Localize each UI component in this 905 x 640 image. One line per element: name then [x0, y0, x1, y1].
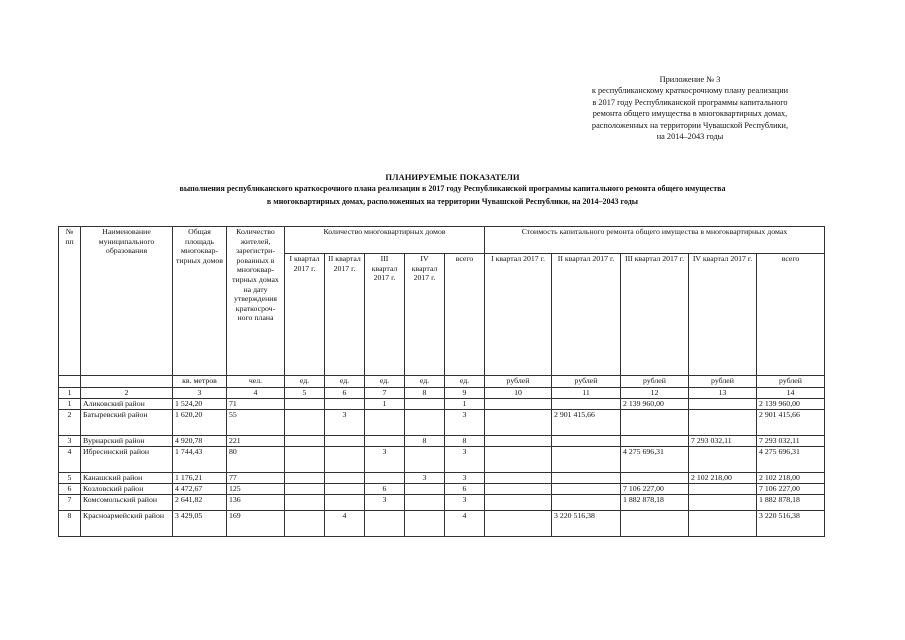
- cell-houses-total: 4: [445, 511, 485, 537]
- unit-cell: ед.: [445, 376, 485, 388]
- unit-cell: ед.: [285, 376, 325, 388]
- cell-district-name: Батыревский район: [81, 410, 173, 436]
- cell-houses-q1: [285, 484, 325, 495]
- cell-houses-q2: 4: [325, 511, 365, 537]
- cell-residents: 136: [227, 495, 285, 511]
- cell-cost-q3: [621, 473, 689, 484]
- unit-cell: рублей: [552, 376, 621, 388]
- column-number-cell: 6: [325, 388, 365, 399]
- cell-houses-total: 3: [445, 473, 485, 484]
- cell-houses-q3: 3: [365, 447, 405, 473]
- cell-houses-q1: [285, 495, 325, 511]
- header-houses-q4: IV квартал 2017 г.: [405, 254, 445, 376]
- document-title: ПЛАНИРУЕМЫЕ ПОКАЗАТЕЛИ: [385, 172, 520, 182]
- cell-houses-q4: [405, 399, 445, 410]
- cell-district-name: Аликовский район: [81, 399, 173, 410]
- header-name: Наименование муниципального образования: [81, 227, 173, 376]
- column-number-cell: 7: [365, 388, 405, 399]
- table-row: [59, 473, 825, 484]
- cell-houses-q3: 6: [365, 484, 405, 495]
- cell-residents: 55: [227, 410, 285, 436]
- cell-houses-total: 3: [445, 447, 485, 473]
- cell-houses-q2: [325, 484, 365, 495]
- units-row: [59, 376, 825, 388]
- cell-cost-q2: 3 220 516,38: [552, 511, 621, 537]
- cell-cost-q3: [621, 410, 689, 436]
- cell-houses-total: 6: [445, 484, 485, 495]
- cell-cost-q4: [689, 511, 757, 537]
- cell-cost-q1: [485, 436, 552, 447]
- cell-area: 4 472,67: [173, 484, 227, 495]
- cell-cost-q4: [689, 399, 757, 410]
- unit-cell: чел.: [227, 376, 285, 388]
- cell-row-number: 7: [59, 495, 81, 511]
- unit-cell: ед.: [365, 376, 405, 388]
- appendix-line: Приложение № 3: [659, 75, 721, 84]
- cell-houses-q4: [405, 447, 445, 473]
- column-number-cell: 10: [485, 388, 552, 399]
- cell-houses-q1: [285, 399, 325, 410]
- cell-cost-q2: [552, 495, 621, 511]
- header-cost-q4: IV квартал 2017 г.: [689, 254, 757, 376]
- cell-residents: 221: [227, 436, 285, 447]
- appendix-line: в 2017 году Республиканской программы капитального: [592, 97, 788, 107]
- cell-houses-q3: [365, 436, 405, 447]
- cell-cost-q2: [552, 399, 621, 410]
- cell-cost-q4: 2 102 218,00: [689, 473, 757, 484]
- cell-houses-total: 8: [445, 436, 485, 447]
- cell-residents: 125: [227, 484, 285, 495]
- cell-row-number: 3: [59, 436, 81, 447]
- cell-cost-total: 2 102 218,00: [757, 473, 825, 484]
- cell-houses-q4: 3: [405, 473, 445, 484]
- unit-cell: ед.: [405, 376, 445, 388]
- header-houses-q2: II квартал 2017 г.: [325, 254, 365, 376]
- cell-houses-q2: [325, 447, 365, 473]
- header-cost-q3: III квартал 2017 г.: [621, 254, 689, 376]
- column-number-cell: 14: [757, 388, 825, 399]
- cell-cost-q1: [485, 484, 552, 495]
- cell-houses-q1: [285, 436, 325, 447]
- cell-houses-q2: [325, 473, 365, 484]
- indicators-table: [58, 226, 825, 537]
- cell-houses-q1: [285, 511, 325, 537]
- cell-cost-q3: 2 139 960,00: [621, 399, 689, 410]
- header-cost-q2: II квартал 2017 г.: [552, 254, 621, 376]
- header-houses-q1: I квартал 2017 г.: [285, 254, 325, 376]
- cell-row-number: 4: [59, 447, 81, 473]
- cell-area: 3 429,05: [173, 511, 227, 537]
- header-cost-q1: I квартал 2017 г.: [485, 254, 552, 376]
- cell-houses-q4: 8: [405, 436, 445, 447]
- cell-houses-q2: [325, 399, 365, 410]
- column-number-cell: 4: [227, 388, 285, 399]
- column-number-cell: 3: [173, 388, 227, 399]
- cell-cost-q3: 4 275 696,31: [621, 447, 689, 473]
- cell-houses-q3: 3: [365, 495, 405, 511]
- header-num: № пп: [59, 227, 81, 376]
- cell-houses-q1: [285, 410, 325, 436]
- table-body: [59, 227, 825, 537]
- cell-district-name: Красноармейский район: [81, 511, 173, 537]
- table-row: [59, 447, 825, 473]
- column-number-cell: 2: [81, 388, 173, 399]
- unit-cell: ед.: [325, 376, 365, 388]
- table-row: [59, 495, 825, 511]
- unit-cell: рублей: [689, 376, 757, 388]
- cell-houses-total: 1: [445, 399, 485, 410]
- cell-row-number: 2: [59, 410, 81, 436]
- cell-houses-q2: 3: [325, 410, 365, 436]
- header-houses-total: всего: [445, 254, 485, 376]
- column-number-cell: 12: [621, 388, 689, 399]
- table-row: [59, 399, 825, 410]
- cell-residents: 77: [227, 473, 285, 484]
- cell-district-name: Комсомольский район: [81, 495, 173, 511]
- cell-cost-q2: [552, 436, 621, 447]
- unit-cell: рублей: [757, 376, 825, 388]
- appendix-line: к республиканскому краткосрочному плану реализации: [591, 86, 789, 96]
- table-row: [59, 511, 825, 537]
- cell-houses-q2: [325, 436, 365, 447]
- cell-row-number: 8: [59, 511, 81, 537]
- cell-houses-q3: [365, 473, 405, 484]
- cell-cost-q4: [689, 410, 757, 436]
- cell-cost-q1: [485, 495, 552, 511]
- unit-cell: рублей: [621, 376, 689, 388]
- cell-area: 1 744,43: [173, 447, 227, 473]
- header-cost-group: Стоимость капитального ремонта общего имущества в многоквартирных домах: [485, 227, 825, 254]
- header-residents: Количество жителей, зарегистри-рованных в многоквар-тирных домах на дату утверждения краткосроч-ного плана: [227, 227, 285, 376]
- appendix-line: ремонта общего имущества в многоквартирных домах,: [592, 109, 788, 119]
- cell-cost-q2: [552, 484, 621, 495]
- unit-cell-empty: [59, 376, 81, 388]
- cell-cost-q3: 1 882 878,18: [621, 495, 689, 511]
- cell-cost-q1: [485, 447, 552, 473]
- cell-houses-q3: [365, 511, 405, 537]
- cell-cost-q3: [621, 511, 689, 537]
- cell-cost-total: 4 275 696,31: [757, 447, 825, 473]
- cell-area: 1 176,21: [173, 473, 227, 484]
- cell-cost-total: 7 106 227,00: [757, 484, 825, 495]
- cell-cost-q2: [552, 473, 621, 484]
- cell-area: 4 920,78: [173, 436, 227, 447]
- cell-cost-total: 3 220 516,38: [757, 511, 825, 537]
- column-number-cell: 1: [59, 388, 81, 399]
- cell-district-name: Ибресинский район: [81, 447, 173, 473]
- cell-houses-total: 3: [445, 410, 485, 436]
- unit-cell: рублей: [485, 376, 552, 388]
- table-row: [59, 484, 825, 495]
- cell-cost-q1: [485, 511, 552, 537]
- cell-residents: 80: [227, 447, 285, 473]
- column-number-cell: 8: [405, 388, 445, 399]
- cell-cost-q1: [485, 473, 552, 484]
- cell-cost-q1: [485, 410, 552, 436]
- cell-row-number: 6: [59, 484, 81, 495]
- appendix-line: расположенных на территории Чувашской Республики,: [591, 120, 789, 130]
- column-numbers-row: [59, 388, 825, 399]
- cell-houses-q3: 1: [365, 399, 405, 410]
- cell-cost-total: 1 882 878,18: [757, 495, 825, 511]
- cell-cost-total: 7 293 032,11: [757, 436, 825, 447]
- cell-houses-q1: [285, 447, 325, 473]
- cell-houses-total: 3: [445, 495, 485, 511]
- cell-cost-q2: 2 901 415,66: [552, 410, 621, 436]
- header-cost-total: всего: [757, 254, 825, 376]
- unit-cell: кв. метров: [173, 376, 227, 388]
- column-number-cell: 13: [689, 388, 757, 399]
- cell-area: 1 524,20: [173, 399, 227, 410]
- table-row: [59, 436, 825, 447]
- column-number-cell: 11: [552, 388, 621, 399]
- cell-cost-q3: [621, 436, 689, 447]
- cell-cost-total: 2 901 415,66: [757, 410, 825, 436]
- cell-cost-q4: [689, 447, 757, 473]
- cell-cost-total: 2 139 960,00: [757, 399, 825, 410]
- cell-cost-q4: [689, 495, 757, 511]
- cell-residents: 71: [227, 399, 285, 410]
- cell-district-name: Козловский район: [81, 484, 173, 495]
- document-subtitle-line-1: выполнения республиканского краткосрочного плана реализации в 2017 году Республиканской программы капитального ремонта общего имущества: [179, 184, 726, 193]
- table-row: [59, 410, 825, 436]
- cell-residents: 169: [227, 511, 285, 537]
- column-number-cell: 5: [285, 388, 325, 399]
- cell-cost-q1: [485, 399, 552, 410]
- cell-district-name: Канашский район: [81, 473, 173, 484]
- cell-houses-q4: [405, 410, 445, 436]
- cell-area: 1 620,20: [173, 410, 227, 436]
- cell-row-number: 5: [59, 473, 81, 484]
- cell-cost-q4: [689, 484, 757, 495]
- header-houses-group: Количество многоквартирных домов: [285, 227, 485, 254]
- column-number-cell: 9: [445, 388, 485, 399]
- cell-cost-q2: [552, 447, 621, 473]
- cell-houses-q4: [405, 511, 445, 537]
- appendix-line: на 2014–2043 годы: [656, 132, 724, 142]
- cell-row-number: 1: [59, 399, 81, 410]
- cell-area: 2 641,82: [173, 495, 227, 511]
- header-houses-q3: III квартал 2017 г.: [365, 254, 405, 376]
- document-subtitle-line-2: в многоквартирных домах, расположенных на территории Чувашской Республики, на 2014–2043 годы: [266, 197, 639, 206]
- appendix-note: [560, 74, 820, 142]
- cell-houses-q4: [405, 484, 445, 495]
- header-area: Общая площадь многоквар-тирных домов: [173, 227, 227, 376]
- cell-houses-q4: [405, 495, 445, 511]
- cell-district-name: Вурнарский район: [81, 436, 173, 447]
- cell-cost-q4: 7 293 032,11: [689, 436, 757, 447]
- unit-cell-empty: [81, 376, 173, 388]
- cell-houses-q3: [365, 410, 405, 436]
- cell-houses-q1: [285, 473, 325, 484]
- cell-cost-q3: 7 106 227,00: [621, 484, 689, 495]
- cell-houses-q2: [325, 495, 365, 511]
